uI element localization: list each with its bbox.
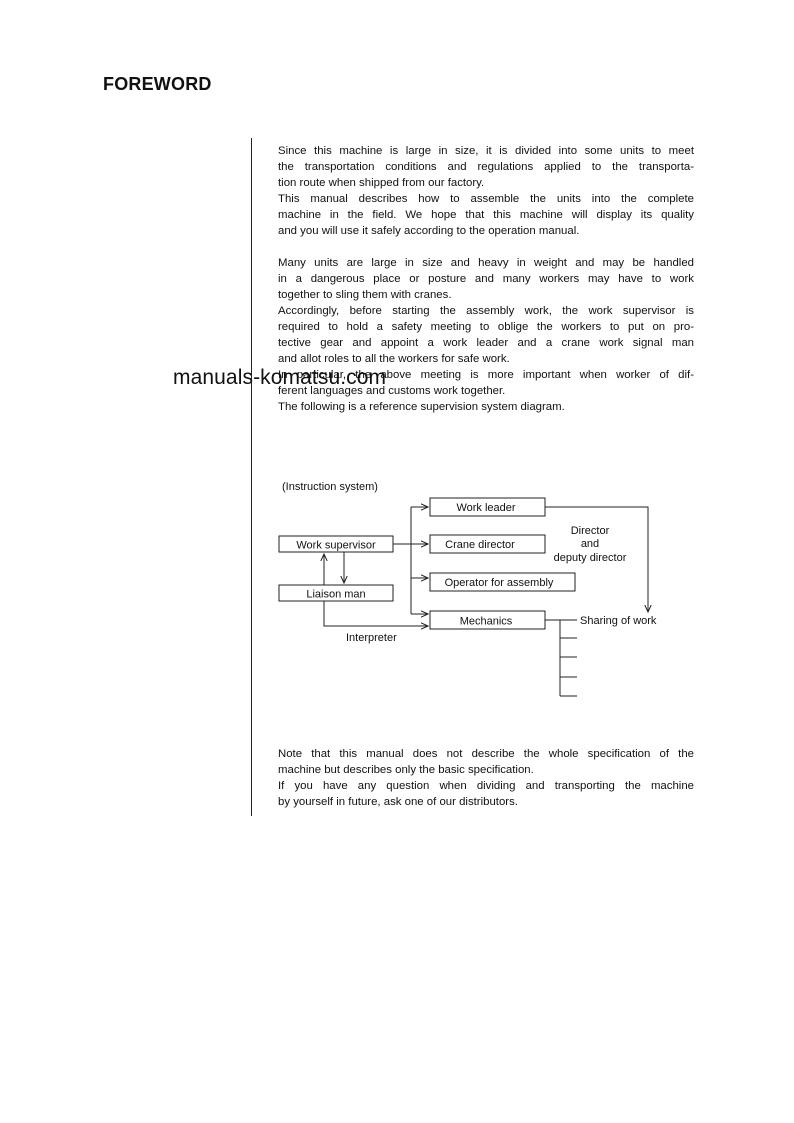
- text-line: the transportation conditions and regulations applied to the transporta-: [278, 161, 694, 173]
- liaison-man-label: Liaison man: [306, 588, 366, 601]
- watermark: manuals-komatsu.com: [173, 366, 387, 389]
- text-line: Since this machine is large in size, it is divided into some units to meet: [278, 145, 694, 157]
- crane-director-label: Crane director: [445, 539, 515, 551]
- sharing-of-work-label: Sharing of work: [580, 615, 657, 627]
- text-line: and allot roles to all the workers for safe work.: [278, 353, 510, 365]
- text-line: Accordingly, before starting the assembly work, the work supervisor is: [278, 305, 694, 317]
- text-line: by yourself in future, ask one of our distributors.: [278, 796, 518, 808]
- diagram-caption: (Instruction system): [282, 481, 378, 493]
- text-line: together to sling them with cranes.: [278, 289, 452, 301]
- work-leader-label: Work leader: [456, 502, 516, 514]
- text-line: If you have any question when dividing and transporting the machine: [278, 780, 694, 792]
- director-label-line1: Director: [570, 525, 610, 537]
- closing-paragraph-2: [278, 778, 694, 810]
- interpreter-label: Interpreter: [346, 632, 397, 644]
- text-line: and you will use it safely according to the operation manual.: [278, 225, 580, 237]
- page-title: FOREWORD: [103, 74, 212, 94]
- text-line: ferent languages and customs work together.: [278, 385, 506, 397]
- closing-text: [278, 746, 694, 810]
- text-line: required to hold a safety meeting to oblige the workers to put on pro-: [278, 321, 694, 333]
- text-line: machine but describes only the basic specification.: [278, 764, 534, 776]
- mechanics-label: Mechanics: [459, 615, 513, 628]
- director-label-line3: deputy director: [553, 552, 627, 564]
- text-line: tective gear and appoint a work leader and a crane work signal man: [278, 337, 694, 349]
- text-line: This manual describes how to assemble the units into the complete: [278, 193, 694, 205]
- text-line: The following is a reference supervision system diagram.: [278, 401, 565, 413]
- text-line: in a dangerous place or posture and many workers may have to work: [278, 273, 694, 285]
- text-line: machine in the field. We hope that this machine will display its quality: [278, 209, 694, 221]
- director-label-line2: and: [580, 538, 600, 550]
- text-line: Note that this manual does not describe the whole specification of the: [278, 748, 694, 760]
- text-line: tion route when shipped from our factory.: [278, 177, 485, 189]
- operator-for-assembly-label: Operator for assembly: [444, 577, 554, 589]
- closing-paragraph-1: [278, 746, 694, 778]
- text-line: In particular, the above meeting is more important when worker of dif-: [278, 369, 694, 381]
- text-line: Many units are large in size and heavy in weight and may be handled: [278, 257, 694, 269]
- work-supervisor-label: Work supervisor: [296, 539, 376, 552]
